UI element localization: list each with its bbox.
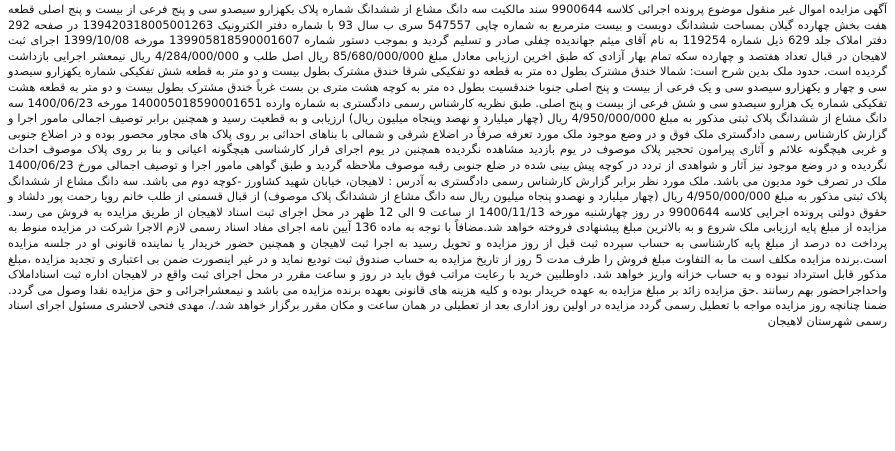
notice-body-text: آگهی مزایده اموال غیر منقول موضوع پرونده اجرائی کلاسه 9900644 سند مالکیت سه دانگ مشاع از ششدانگ شماره پلاک یکهزارو سیصدو سی و پنج فرعی از بیست و پنج اصلی قطعه هفت بخش چهارده گیلان بمساحت ششدانگ دویست و بیست مترمربع به شماره چاپی 547557 سری ب سال 93 با شماره دفتر الکترونیک 139420318005001263 در صفحه 292 دفتر املاک جلد 629 ذیل شماره 119254 به نام آقای میثم جهاندیده چفلی صادر و تسلیم گردید و بموجب دستور شماره 139905818590001607 مورخه 1399/10/08 اجرای ثبت لاهیجان در قبال تعداد هفتصد و چهارده سکه تمام بهار آزادی که طبق اخرین ارزیابی معادل مبلغ 85/680/000/000 ریال اصل طلب و 4/284/000/000 ریال نیمعشر اجرایی بازداشت گردیده است. حدود ملک بدین شرح است: شمالا خندق مشترک بطول ده متر به قطعه دو تفکیکی شرقا خندق مشترک بطول بیست و دو متر به قطعه شش تفکیکی شماره یکهزارو سیصدو سی و چهار و یکهزارو سیصدو سی و یک فرعی از بیست و پنج اصلی جنوبا خندقسیت بطول ده متر به کوچه هشت متری بن بست غرباً خندق مشترک بطول بیست و دو متر به قطعه هشت تفکیکی شماره یک هزارو سیصدو سی و شش فرعی از بیست و پنج اصلی. طبق نظریه کارشناس رسمی دادگستری به شماره وارده 140005018590001651 مورخه 1400/06/23 سه دانگ مشاع از ششدانگ پلاک ثبتی مذکور به مبلغ 4/950/000/000 ریال (چهار میلیارد و نهصد وپنجاه میلیون ریال) ارزیابی و به قطعیت رسید و همچنین برابر توصیف اجمالی مامور اجرا و گزارش کارشناس رسمی دادگستری ملک فوق و در وضع موجود ملک مورد تعرفه صرفاً در اضلاع شرقی و شمالی با بناهای احداثی بر روی پلاک های مجاور محصور بوده و در اضلاع جنوبی و غربی هیچگونه علائم و آثاری پیرامون تحجیر پلاک موصوف در یوم بازدید مشاهده نگردیده همچنین در یوم اجرای قرار کارشناسی هیچگونه اعیانی و بنا بر روی پلاک موصوف احداث نگردیده و در وضع موجود نیز آثار و شواهدی از تردد در کوچه پیش بینی شده در ضلع جنوبی رقبه موصوف ملاحظه گردید و طبق گواهی مامور اجرا و توصیف اجمالی مورخ 1400/06/23 ملک در تصرف خود مدیون می باشد. ملک مورد نظر برابر گزارش کارشناس رسمی دادگستری به آدرس : لاهیجان، خیابان شهید کشاورز -کوچه دوم می باشد. سه دانگ مشاع از ششدانگ پلاک ثبتی مذکور به مبلغ 4/950/000/000 ریال (چهار میلیارد و نهصدو پنجاه میلیون ریال سه دانگ مشاع از ششدانگ پلاک موصوف) از قبال قسمتی از طلب خانم رویا رحمت پور دلشاد و حقوق دولتی پرونده اجرایی کلاسه 9900644 در روز چهارشنبه مورخه 1400/11/13 از ساعت 9 الی 12 ظهر در محل اجرای ثبت اسناد لاهیجان از طریق مزایده به فروش می رسد. مزایده از مبلغ پایه ارزیابی ملک شروع و به بالاترین مبلغ پیشنهادی فروخته خواهد شد.مضافاً با توجه به ماده 136 آیین نامه اجرای مفاد اسناد رسمی لازم الاجرا شرکت در مزایده منوط به پرداخت ده درصد از مبلغ پایه کارشناسی به حساب سپرده ثبت قبل از روز مزایده و تحویل رسید به اجرا ثبت لاهیجان و همچنین حضور خریدار یا نماینده قانونی او در جلسه مزایده است.برنده مزایده مکلف است ما به التفاوت مبلغ فروش را ظرف مدت 5 روز از تاریخ مزایده به حساب صندوق ثبت تودیع نماید و در غیر اینصورت ضمن بی اعتباری و تجدید مزایده ،مبلغ مذکور قابل استرداد نبوده و به حساب خزانه واریز خواهد شد. داوطلبین خرید با رعایت مراتب فوق باید در روز و ساعت مقرر در محل اجرای ثبت واقع در لاهیجان اداره ثبت اسناداملاک واحداجراحضور بهم رسانند .حق مزایده زائد بر مبلغ مزایده به عهده خریدار بوده و کلیه هزینه های قانونی بعهده برنده مزایده می باشد و نیمعشراجرائی و حق مزایده نقدا وصول می گردد. ضمنا چنانچه روز مزایده مواجه با تعطیل رسمی گردد مزایده در اولین روز اداری بعد از تعطیلی در همان ساعت و مکان مقرر برگزار خواهد شد./. مهدی فتحی لاحشری مسئول اجرای اسناد رسمی شهرستان لاهیجان [8, 2, 888, 328]
